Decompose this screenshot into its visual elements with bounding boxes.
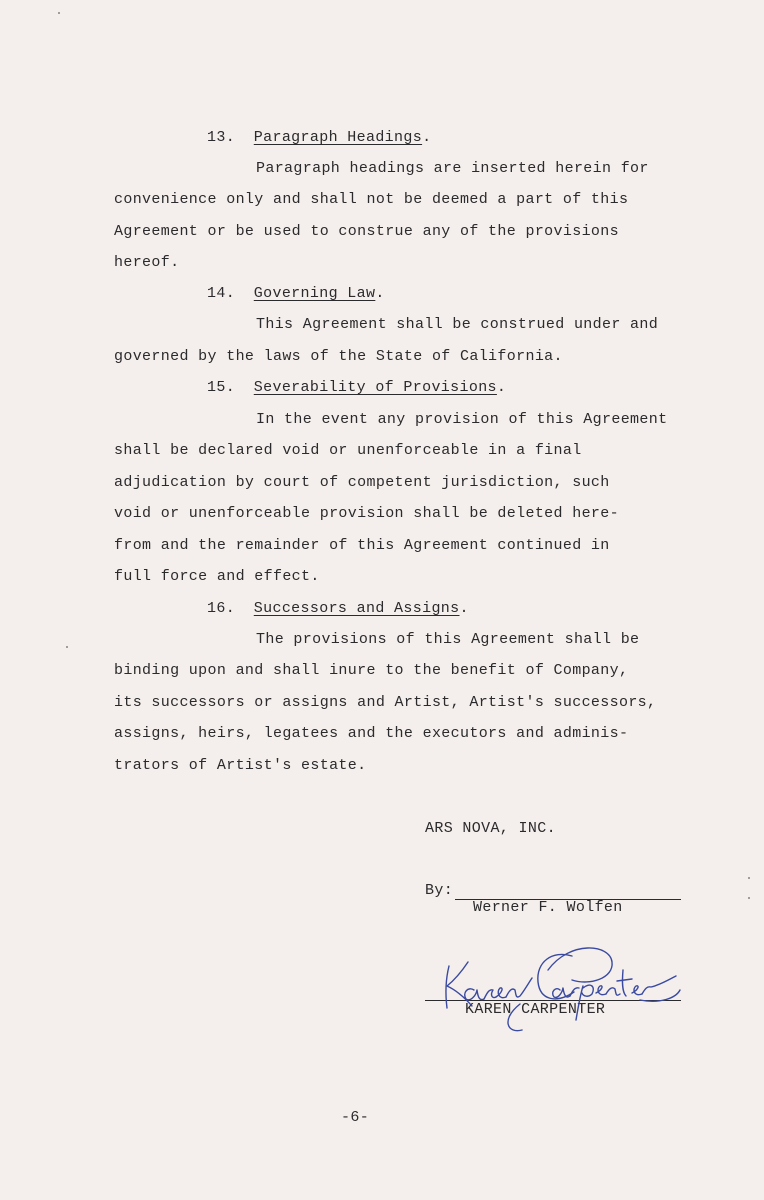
section-16-line: its successors or assigns and Artist, Artist's successors, xyxy=(114,694,657,711)
section-15-line: shall be declared void or unenforceable in a final xyxy=(114,442,582,459)
company-signer-name: Werner F. Wolfen xyxy=(473,899,623,916)
section-15-title: Severability of Provisions xyxy=(253,379,497,396)
section-16-number: 16. xyxy=(207,600,236,617)
scan-speck xyxy=(748,897,750,899)
section-15-line: adjudication by court of competent jurisdiction, such xyxy=(114,474,610,491)
scan-speck xyxy=(748,877,750,879)
section-13-heading: 13. Paragraph Headings. xyxy=(207,129,432,146)
section-16-title: Successors and Assigns xyxy=(253,600,460,617)
section-15-line: from and the remainder of this Agreement continued in xyxy=(114,537,610,554)
scan-speck xyxy=(58,12,60,14)
section-13-number: 13. xyxy=(207,129,236,146)
section-15-heading: 15. Severability of Provisions. xyxy=(207,379,507,396)
section-14-line: governed by the laws of the State of California. xyxy=(114,348,563,365)
section-15-number: 15. xyxy=(207,379,236,396)
section-14-heading: 14. Governing Law. xyxy=(207,285,385,302)
signature-strokes xyxy=(446,948,680,1031)
section-13-line: hereof. xyxy=(114,254,180,271)
scan-speck xyxy=(66,646,68,648)
section-14-line: This Agreement shall be construed under and xyxy=(256,316,659,333)
page-number: -6- xyxy=(341,1109,370,1126)
section-14-title: Governing Law xyxy=(253,285,376,302)
section-14-number: 14. xyxy=(207,285,236,302)
section-13-line: Agreement or be used to construe any of the provisions xyxy=(114,223,619,240)
section-13-title: Paragraph Headings xyxy=(253,129,423,146)
section-16-line: The provisions of this Agreement shall be xyxy=(256,631,640,648)
company-name: ARS NOVA, INC. xyxy=(425,820,556,837)
section-13-line: convenience only and shall not be deemed a part of this xyxy=(114,191,629,208)
section-13-line: Paragraph headings are inserted herein for xyxy=(256,160,649,177)
section-16-line: binding upon and shall inure to the benefit of Company, xyxy=(114,662,629,679)
section-16-heading: 16. Successors and Assigns. xyxy=(207,600,469,617)
section-15-line: void or unenforceable provision shall be deleted here- xyxy=(114,505,619,522)
by-label: By: xyxy=(425,882,454,899)
artist-name: KAREN CARPENTER xyxy=(465,1001,606,1018)
section-16-line: assigns, heirs, legatees and the executors and adminis- xyxy=(114,725,629,742)
section-15-line: In the event any provision of this Agreement xyxy=(256,411,668,428)
section-15-line: full force and effect. xyxy=(114,568,320,585)
section-16-line: trators of Artist's estate. xyxy=(114,757,367,774)
